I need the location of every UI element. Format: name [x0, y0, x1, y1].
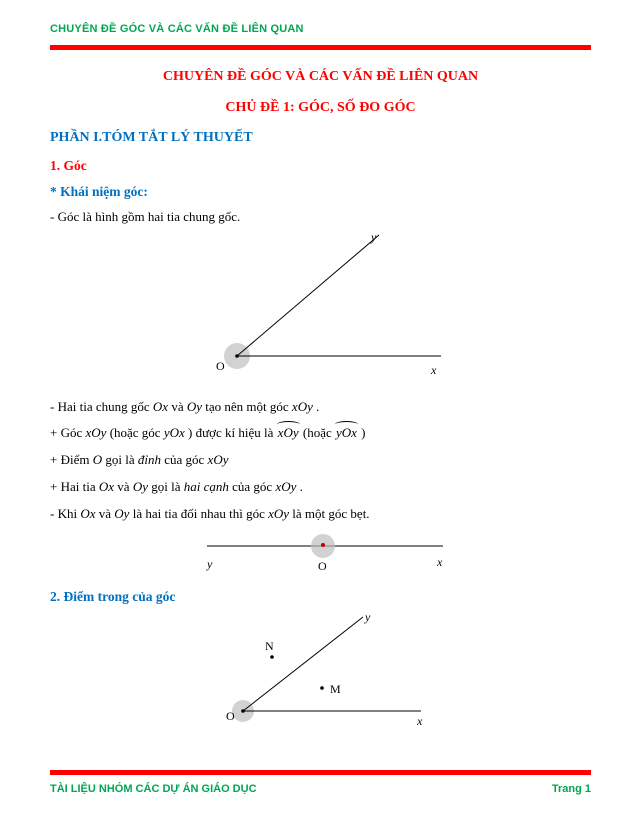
footer-left-text: TÀI LIỆU NHÓM CÁC DỰ ÁN GIÁO DỤC: [50, 783, 257, 795]
vertex-O-dot: [241, 709, 245, 713]
text-segment: xOy: [85, 425, 107, 440]
label-O: O: [318, 559, 327, 573]
text-segment: Oy: [114, 506, 130, 521]
document-title: CHUYÊN ĐỀ GÓC VÀ CÁC VẤN ĐỀ LIÊN QUAN: [162, 69, 479, 84]
paragraph-notation: [50, 425, 591, 441]
paragraph-vertex: [50, 452, 591, 468]
text-segment: ) được kí hiệu là: [184, 425, 277, 440]
page-header-title: CHUYÊN ĐỀ GÓC VÀ CÁC VẤN ĐỀ LIÊN QUAN: [50, 23, 304, 35]
text-segment: Ox: [80, 506, 96, 521]
text-segment: ): [357, 425, 366, 440]
text-segment: Ox: [152, 399, 169, 414]
text-segment: và: [95, 506, 115, 521]
document-subtitle: CHỦ ĐỀ 1: GÓC, SỐ ĐO GÓC: [225, 100, 416, 115]
text-segment: O: [92, 452, 103, 467]
section-2-heading: 2. Điểm trong của góc: [50, 589, 176, 604]
ray-Oy: [243, 617, 363, 711]
label-y: y: [365, 610, 371, 624]
text-segment: và: [114, 479, 133, 494]
interior-point-diagram: [215, 608, 450, 740]
footer-divider-bar: [50, 770, 591, 775]
label-x: x: [431, 363, 437, 377]
label-x: x: [417, 714, 423, 728]
text-segment: xOy: [207, 452, 229, 467]
text-segment: + Hai tia: [50, 479, 99, 494]
text-segment: + Góc: [50, 425, 86, 440]
paragraph-two-rays: [50, 399, 591, 415]
text-segment: (hoặc: [299, 425, 335, 440]
concept-heading: * Khái niệm góc:: [50, 184, 148, 199]
text-segment: Ox: [98, 479, 115, 494]
text-segment: xOy: [291, 399, 313, 414]
text-segment: xOy: [277, 425, 299, 440]
vertex-O-dot: [321, 543, 325, 547]
text-segment: là hai tia đối nhau thì góc: [129, 506, 269, 521]
text-segment: yOx: [335, 425, 357, 440]
text-segment: - Khi: [50, 506, 81, 521]
text-segment: (hoặc góc: [106, 425, 164, 440]
point-M-dot: [320, 686, 324, 690]
text-segment: của góc: [228, 479, 276, 494]
label-M: M: [330, 682, 341, 696]
text-segment: xOy: [275, 479, 297, 494]
part-heading: PHẦN I.TÓM TẮT LÝ THUYẾT: [50, 130, 253, 145]
page-footer: [50, 783, 591, 795]
vertex-O-dot: [235, 354, 239, 358]
text-segment: hai cạnh: [183, 479, 229, 494]
label-x: x: [437, 555, 443, 569]
text-segment: Oy: [186, 399, 203, 414]
paragraph-definition: - Góc là hình gồm hai tia chung gốc.: [50, 209, 241, 224]
text-segment: của góc: [160, 452, 208, 467]
label-O: O: [216, 359, 225, 373]
text-segment: Oy: [132, 479, 148, 494]
point-N-dot: [270, 655, 274, 659]
paragraph-sides: [50, 479, 591, 495]
ray-Oy: [237, 235, 379, 356]
text-segment: và: [168, 399, 187, 414]
header-divider-bar: [50, 45, 591, 50]
paragraph-straight-angle: [50, 506, 591, 522]
label-y: y: [371, 230, 377, 244]
text-segment: là một góc bẹt.: [289, 506, 370, 521]
section-1-heading: 1. Góc: [50, 158, 87, 173]
straight-angle-diagram: [195, 528, 455, 580]
label-O: O: [226, 709, 235, 723]
angle-xOy-diagram: [195, 228, 455, 386]
text-segment: + Điểm: [50, 452, 93, 467]
text-segment: gọi là: [147, 479, 184, 494]
text-segment: tạo nên một góc: [202, 399, 292, 414]
text-segment: .: [296, 479, 303, 494]
text-segment: - Hai tia chung gốc: [50, 399, 153, 414]
text-segment: đỉnh: [137, 452, 161, 467]
text-segment: yOx: [163, 425, 185, 440]
label-y: y: [207, 557, 213, 571]
text-segment: xOy: [268, 506, 290, 521]
text-segment: .: [312, 399, 320, 414]
text-segment: gọi là: [102, 452, 138, 467]
footer-page-number: Trang 1: [551, 783, 591, 795]
label-N: N: [265, 639, 274, 653]
